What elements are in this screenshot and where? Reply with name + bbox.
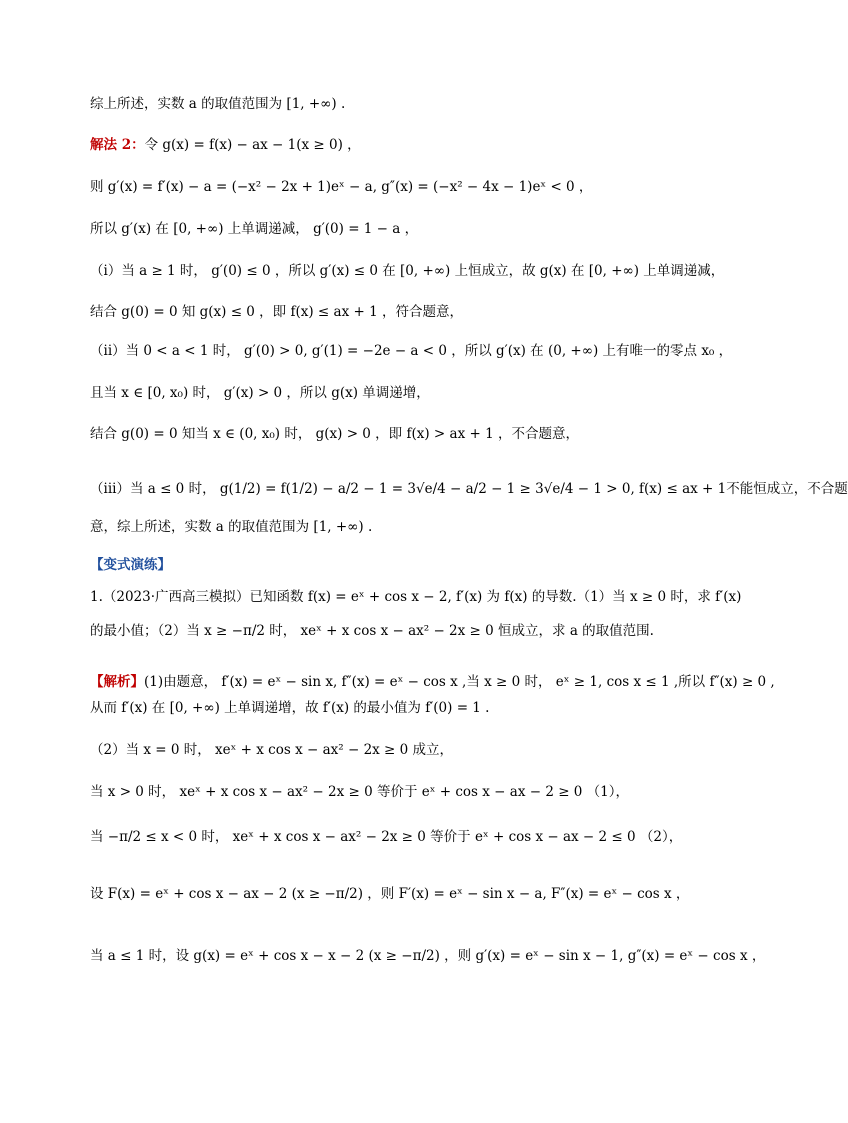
case-iii-line [90,480,848,498]
analysis-line-1 [90,673,775,691]
case-ii-conclusion: 结合 g(0) = 0 知当 x ∈ (0, x₀) 时， g(x) > 0 ，即 f(x) > ax + 1 ，不合题意， [90,426,579,442]
case-iii-suffix: 不能恒成立，不合题 [726,481,848,497]
analysis-label: 【解析】 [90,674,144,690]
case-iii-prefix: （iii）当 a ≤ 0 时， [90,481,216,497]
problem-1-line-1: 1.（2023·广西高三模拟）已知函数 f(x) = eˣ + cos x − 2, f′(x) 为 f(x) 的导数.（1）当 x ≥ 0 时，求 f′(x) [90,589,742,605]
conclusion-line-2: 意，综上所述，实数 a 的取值范围为 [1, +∞) . [90,519,373,535]
part-2-line-5: 当 a ≤ 1 时，设 g(x) = eˣ + cos x − x − 2 (x ≥ −π/2) ，则 g′(x) = eˣ − sin x − 1, g″(x) = eˣ − cos x ， [90,948,766,964]
case-iii-formula: g(1/2) = f(1/2) − a/2 − 1 = 3√e/4 − a/2 − 1 ≥ 3√e/4 − 1 > 0, f(x) ≤ ax + 1 [219,481,727,497]
part-2-line-3: 当 −π/2 ≤ x < 0 时， xeˣ + x cos x − ax² − 2x ≥ 0 等价于 eˣ + cos x − ax − 2 ≤ 0 （2）， [90,829,683,845]
part-2-line-4: 设 F(x) = eˣ + cos x − ax − 2 (x ≥ −π/2) ，则 F′(x) = eˣ − sin x − a, F″(x) = eˣ − cos x ， [90,886,690,902]
solution-2-label: 解法 2： [90,137,145,153]
analysis-text: (1)由题意， f′(x) = eˣ − sin x, f″(x) = eˣ − cos x ,当 x ≥ 0 时， eˣ ≥ 1, cos x ≤ 1 ,所以 f″(x) ≥ 0 , [144,674,775,690]
case-ii-line: （ii）当 0 < a < 1 时， g′(0) > 0, g′(1) = −2e − a < 0 ，所以 g′(x) 在 (0, +∞) 上有唯一的零点 x₀ ， [90,343,733,359]
analysis-line-2: 从而 f′(x) 在 [0, +∞) 上单调递增，故 f′(x) 的最小值为 f′(0) = 1 . [90,700,490,716]
problem-1-line-2: 的最小值；（2）当 x ≥ −π/2 时， xeˣ + x cos x − ax² − 2x ≥ 0 恒成立，求 a 的取值范围. [90,623,654,639]
case-i-conclusion: 结合 g(0) = 0 知 g(x) ≤ 0 ，即 f(x) ≤ ax + 1 ，符合题意， [90,304,463,320]
solution-2-text: 令 g(x) = f(x) − ax − 1(x ≥ 0) ， [144,137,361,153]
derivative-line: 则 g′(x) = f′(x) − a = (−x² − 2x + 1)eˣ − a, g″(x) = (−x² − 4x − 1)eˣ < 0 ， [90,179,593,195]
conclusion-line-1: 综上所述，实数 a 的取值范围为 [1, +∞) . [90,96,346,112]
part-2-line-2: 当 x > 0 时， xeˣ + x cos x − ax² − 2x ≥ 0 等价于 eˣ + cos x − ax − 2 ≥ 0 （1）， [90,784,630,800]
case-i-line: （i）当 a ≥ 1 时， g′(0) ≤ 0 ，所以 g′(x) ≤ 0 在 [0, +∞) 上恒成立，故 g(x) 在 [0, +∞) 上单调递减， [90,263,725,279]
variant-exercise-heading: 【变式演练】 [90,557,171,573]
part-2-line-1: （2）当 x = 0 时， xeˣ + x cos x − ax² − 2x ≥ 0 成立， [90,742,454,758]
case-ii-interval: 且当 x ∈ [0, x₀) 时， g′(x) > 0 ，所以 g(x) 单调递增， [90,385,430,401]
solution-2-line [90,136,710,154]
monotonic-line: 所以 g′(x) 在 [0, +∞) 上单调递减， g′(0) = 1 − a ， [90,221,419,237]
